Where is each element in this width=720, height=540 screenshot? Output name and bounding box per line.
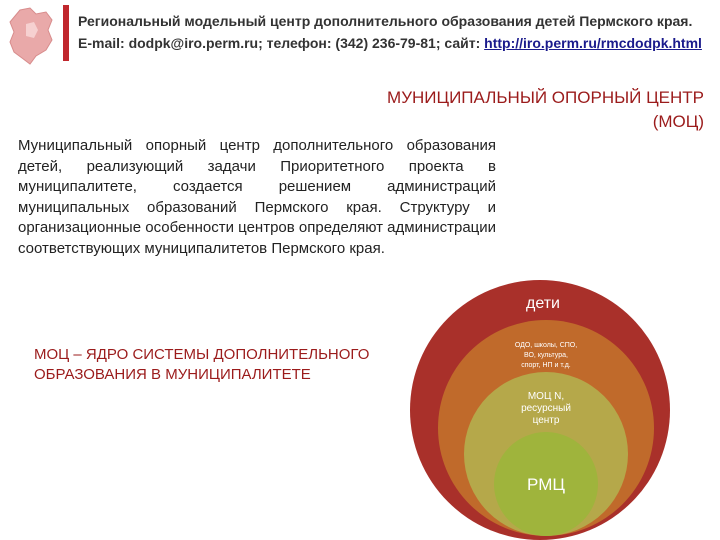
ring-center-label: РМЦ — [527, 475, 565, 494]
ring-third-label-1: МОЦ N, — [527, 391, 565, 402]
header-org-name: Региональный модельный центр дополнительного образования детей Пермского края. — [78, 13, 693, 29]
website-link[interactable]: http://iro.perm.ru/rmcdodpk.html — [484, 35, 702, 51]
ring-second-label-2: ВО, культура, — [524, 352, 568, 359]
ring-outer-label: дети — [526, 295, 560, 312]
ring-second-label-3: спорт, НП и т.д. — [521, 362, 571, 369]
ring-third-label-3: центр — [532, 415, 560, 426]
header-contact-text: E-mail: dodpk@iro.perm.ru; телефон: (342) 236-79-81; сайт: — [78, 35, 485, 51]
slide-title-line2: (МОЦ) — [652, 112, 704, 131]
ring-third-label-2: ресурсный — [521, 403, 571, 414]
core-statement: МОЦ – ЯДРО СИСТЕМЫ ДОПОЛНИТЕЛЬНОГО ОБРАЗОВАНИЯ В МУНИЦИПАЛИТЕТЕ — [34, 346, 370, 383]
description-paragraph: Муниципальный опорный центр дополнительного образования детей, реализующий задачи Приоритетного проекта в муниципалитете, создается решением администраций муниципальных образований Пермского края. Структуру и организационные особенности центров определяют администрации соответствующих муниципалитетов Пермского края. — [18, 137, 497, 257]
ring-second-label-1: ОДО, школы, СПО, — [514, 342, 578, 349]
slide-title-line1: МУНИЦИПАЛЬНЫЙ ОПОРНЫЙ ЦЕНТР — [387, 88, 704, 107]
